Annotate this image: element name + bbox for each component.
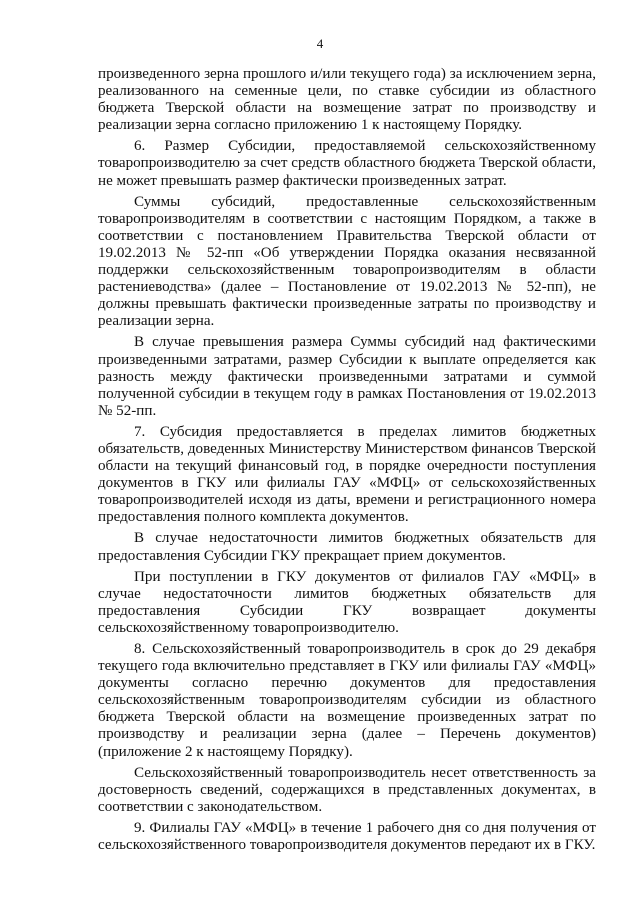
paragraph-8: 8. Сельскохозяйственный товаропроизводитель в срок до 29 декабря текущего года включительно представляет в ГКУ или филиалы ГАУ «МФЦ» документы согласно перечню документов для предоставления сельскохозяйственным товаропроизводителям субсидии из областного бюджета Тверской области на возмещение произведенных затрат по производству и реализации зерна (далее – Перечень документов) (приложение 2 к настоящему Порядку).: [98, 641, 596, 760]
page-number: 4: [316, 36, 324, 51]
paragraph-10: 9. Филиалы ГАУ «МФЦ» в течение 1 рабочего дня со дня получения от сельскохозяйственного товаропроизводителя документов передают их в ГКУ.: [98, 819, 596, 854]
paragraph-5: 7. Субсидия предоставляется в пределах лимитов бюджетных обязательств, доведенных Министерству Министерством финансов Тверской области на текущий финансовый год, в порядке очередности поступления документов в ГКУ или филиалы ГАУ «МФЦ» от сельскохозяйственных товаропроизводителей исходя из даты, времени и регистрационного номера предоставления полного комплекта документов.: [98, 423, 596, 526]
paragraph-1: произведенного зерна прошлого и/или текущего года) за исключением зерна, реализованного на семенные цели, по ставке субсидии из областного бюджета Тверской области на возмещение затрат по производству и реализации зерна согласно приложению 1 к настоящему Порядку.: [98, 66, 596, 134]
paragraph-4: В случае превышения размера Суммы субсидий над фактическими произведенными затратами, размер Субсидии к выплате определяется как разность между фактически произведенными затратами и суммой полученной субсидии в текущем году в рамках Постановления от 19.02.2013 № 52-пп.: [98, 334, 596, 419]
paragraph-7: При поступлении в ГКУ документов от филиалов ГАУ «МФЦ» в случае недостаточности лимитов бюджетных обязательств для предоставления Субсидии ГКУ возвращает документы сельскохозяйственному товаропроизводителю.: [98, 568, 596, 636]
paragraph-2: 6. Размер Субсидии, предоставляемой сельскохозяйственному товаропроизводителю за счет средств областного бюджета Тверской области, не может превышать размер фактически произведенных затрат.: [98, 138, 596, 189]
paragraph-6: В случае недостаточности лимитов бюджетных обязательств для предоставления Субсидии ГКУ прекращает прием документов.: [98, 530, 596, 564]
document-body: [98, 66, 596, 858]
paragraph-3: Суммы субсидий, предоставленные сельскохозяйственным товаропроизводителям в соответствии с настоящим Порядком, а также в соответствии с постановлением Правительства Тверской области от 19.02.2013 № 52-пп «Об утверждении Порядка оказания несвязанной поддержки сельскохозяйственным товаропроизводителям в области растениеводства» (далее – Постановление от 19.02.2013 № 52-пп), не должны превышать фактически произведенные затраты по производству и реализации зерна.: [98, 193, 596, 330]
paragraph-9: Сельскохозяйственный товаропроизводитель несет ответственность за достоверность сведений, содержащихся в представленных документах, в соответствии с законодательством.: [98, 764, 596, 815]
